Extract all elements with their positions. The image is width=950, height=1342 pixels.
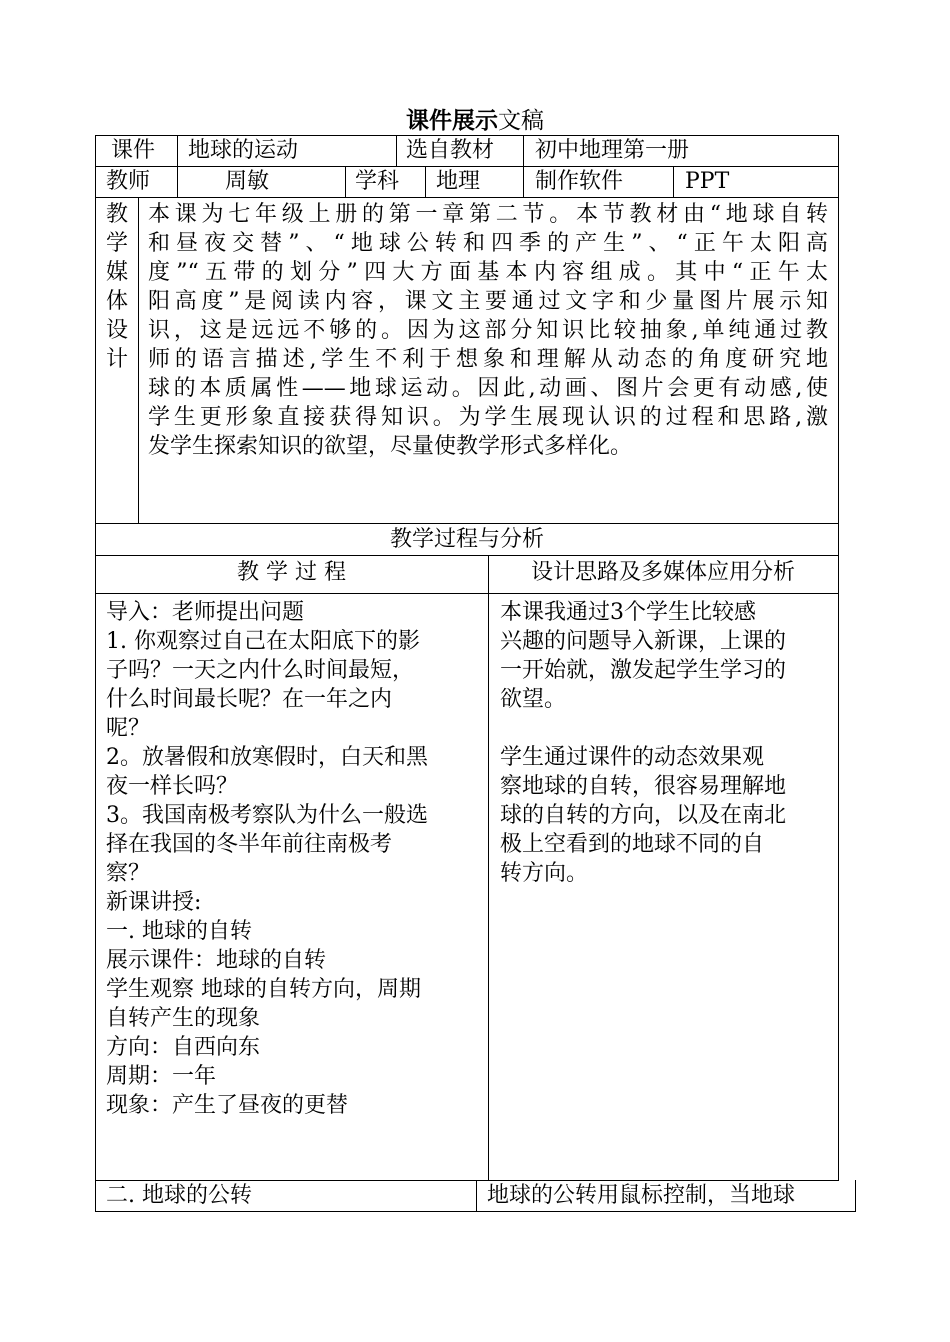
subject-value: 地理 [436, 169, 481, 194]
process-line: 导入：老师提出问题 [106, 600, 305, 625]
design-line: 学生更形象直接获得知识。为学生展现认识的过程和思路,激 [148, 405, 828, 430]
source-label: 选自教材 [406, 138, 495, 163]
design-text [148, 200, 828, 461]
teacher-label: 教师 [106, 169, 151, 194]
design-line: 度”“五带的划分”四大方面基本内容组成。其中“正午太 [148, 260, 828, 285]
design-line: 阳高度”是阅读内容，课文主要通过文字和少量图片展示知 [148, 289, 828, 314]
software-value: PPT [685, 169, 730, 194]
r1-div-b [396, 135, 397, 166]
table-border-right [838, 135, 839, 1180]
design-label [105, 200, 129, 374]
analysis-line: 球的自转的方向，以及在南北 [500, 803, 787, 828]
courseware-label: 课件 [111, 138, 156, 163]
r2-div-d [523, 166, 524, 197]
row-divider-2 [95, 197, 839, 198]
next-row-bottom [95, 1211, 856, 1212]
analysis-line: 本课我通过3个学生比较感 [500, 600, 756, 625]
process-line: 学生观察 地球的自转方向，周期 [106, 977, 421, 1002]
design-line: 球的本质属性——地球运动。因此,动画、图片会更有动感,使 [148, 376, 828, 401]
process-line: 择在我国的冬半年前往南极考 [106, 832, 393, 857]
analysis-line: 欲望。 [500, 687, 567, 712]
next-col-divider [476, 1180, 477, 1211]
process-left-text [106, 598, 478, 1120]
header-row-bottom [95, 593, 839, 594]
design-label-char: 学 [105, 231, 128, 256]
title-bold: 课件展示 [406, 107, 498, 134]
process-line: 呢？ [106, 716, 151, 741]
design-label-char: 教 [105, 202, 128, 227]
design-line: 和昼夜交替”、“地球公转和四季的产生”、“正午太阳高 [148, 231, 828, 256]
process-line: 2。放暑假和放寒假时，白天和黑 [106, 745, 428, 770]
r1-div-c [523, 135, 524, 166]
r1-div-a [177, 135, 178, 166]
process-line: 3。我国南极考察队为什么一般选 [106, 803, 428, 828]
r2-div-c [425, 166, 426, 197]
design-label-char: 媒 [105, 260, 128, 285]
section-title: 教学过程与分析 [389, 527, 544, 552]
design-label-char: 体 [105, 289, 128, 314]
design-label-char: 计 [105, 347, 128, 372]
process-line: 什么时间最长呢？在一年之内 [106, 687, 393, 712]
design-line: 识，这是远远不够的。因为这部分知识比较抽象,单纯通过教 [148, 318, 828, 343]
design-label-char: 设 [105, 318, 128, 343]
next-right: 地球的公转用鼠标控制，当地球 [487, 1183, 796, 1208]
design-bottom-border [95, 523, 839, 524]
table-border-left [95, 135, 96, 1211]
process-col-divider [488, 555, 489, 1180]
process-line: 自转产生的现象 [106, 1006, 261, 1031]
process-line: 周期：一年 [106, 1064, 217, 1089]
process-line: 察？ [106, 861, 151, 886]
courseware-value: 地球的运动 [188, 138, 299, 163]
teacher-value: 周敏 [225, 169, 270, 194]
subject-label: 学科 [355, 169, 400, 194]
next-left: 二. 地球的公转 [106, 1183, 252, 1208]
process-line: 新课讲授: [106, 890, 202, 915]
process-line: 现象：产生了昼夜的更替 [106, 1093, 349, 1118]
title-rest: 文稿 [498, 108, 544, 134]
design-line: 师的语言描述,学生不利于想象和理解从动态的角度研究地 [148, 347, 828, 372]
r2-div-e [673, 166, 674, 197]
process-line: 子吗？一天之内什么时间最短， [106, 658, 415, 683]
process-line: 方向：自西向东 [106, 1035, 261, 1060]
col-left-header: 教 学 过 程 [237, 560, 346, 585]
process-line: 夜一样长吗？ [106, 774, 239, 799]
process-right-text [500, 598, 828, 888]
table-border-right-ext [855, 1180, 856, 1211]
col-right-header: 设计思路及多媒体应用分析 [530, 560, 795, 585]
process-line: 展示课件：地球的自转 [106, 948, 327, 973]
design-line: 本课为七年级上册的第一章第二节。本节教材由“地球自转 [148, 202, 828, 227]
design-label-divider [138, 197, 139, 523]
analysis-line: 兴趣的问题导入新课，上课的 [500, 629, 787, 654]
analysis-line: 一开始就，激发起学生学习的 [500, 658, 787, 683]
software-label: 制作软件 [535, 169, 624, 194]
analysis-spacer [500, 714, 828, 743]
analysis-line: 转方向。 [500, 861, 589, 886]
analysis-line: 察地球的自转，很容易理解地 [500, 774, 787, 799]
design-line: 发学生探索知识的欲望，尽量使教学形式多样化。 [148, 434, 633, 459]
r2-div-b [345, 166, 346, 197]
analysis-line: 学生通过课件的动态效果观 [500, 745, 765, 770]
process-line: 一. 地球的自转 [106, 919, 252, 944]
source-value: 初中地理第一册 [535, 138, 690, 163]
process-line: 1. 你观察过自己在太阳底下的影 [106, 629, 420, 654]
document-title [0, 106, 950, 136]
section-title-bottom [95, 555, 839, 556]
r2-div-a [177, 166, 178, 197]
analysis-line: 极上空看到的地球不同的自 [500, 832, 765, 857]
